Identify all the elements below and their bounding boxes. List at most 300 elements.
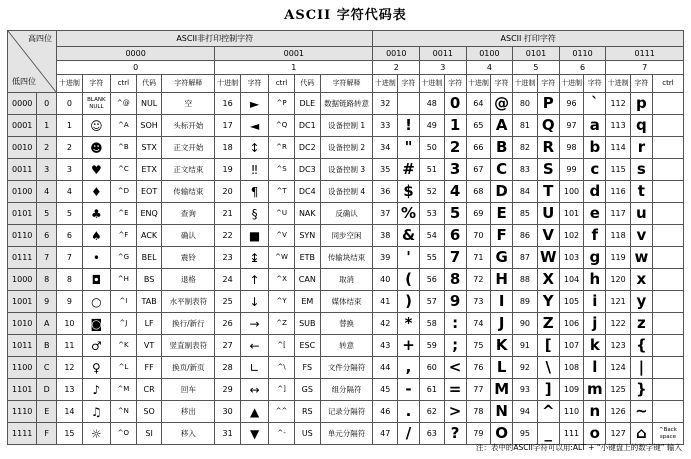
print-dec: 39 xyxy=(373,247,398,269)
ctrl-dec: 6 xyxy=(57,225,83,247)
print-dec: 71 xyxy=(466,247,491,269)
high-hex-3: 3 xyxy=(420,61,467,75)
ctrl-desc: 转意 xyxy=(320,335,373,357)
ctrl-char: ■ xyxy=(240,225,268,247)
print-char: 0 xyxy=(444,93,466,115)
print-dec: 64 xyxy=(466,93,491,115)
print-char: < xyxy=(444,357,466,379)
row-hex: 8 xyxy=(37,269,57,291)
ctrl-code: ESC xyxy=(294,335,320,357)
last-ctrl xyxy=(652,357,683,379)
print-char: 8 xyxy=(444,269,466,291)
ctrl-char: ↓ xyxy=(240,291,268,313)
print-dec: 78 xyxy=(466,401,491,423)
row-bin: 0001 xyxy=(8,115,37,137)
high-bits-0001: 0001 xyxy=(215,47,373,61)
ctrl-dec: 15 xyxy=(57,423,83,445)
print-char: s xyxy=(630,159,652,181)
ctrl-char: ↔ xyxy=(240,379,268,401)
high-bits-0100: 0100 xyxy=(466,47,513,61)
table-row xyxy=(8,357,684,379)
print-dec: 76 xyxy=(466,357,491,379)
ctrl-desc: 记录分隔符 xyxy=(320,401,373,423)
high-hex-5: 5 xyxy=(513,61,560,75)
print-dec: 117 xyxy=(606,203,631,225)
ctrl-code: EM xyxy=(294,291,320,313)
ctrl-dec: 19 xyxy=(215,159,241,181)
print-char: U xyxy=(537,203,559,225)
row-hex: A xyxy=(37,313,57,335)
ctrl-dec: 1 xyxy=(57,115,83,137)
ctrl-code: RS xyxy=(294,401,320,423)
print-dec: 96 xyxy=(559,93,584,115)
ctrl-char: ↨ xyxy=(240,247,268,269)
print-dec: 124 xyxy=(606,357,631,379)
ctrl-code: FS xyxy=(294,357,320,379)
corner-header xyxy=(8,31,57,93)
ctrl-code: SUB xyxy=(294,313,320,335)
ctrl-desc: 头标开始 xyxy=(162,115,215,137)
table-row xyxy=(8,401,684,423)
col-label-ctrl: ctrl xyxy=(110,75,136,93)
row-hex: 5 xyxy=(37,203,57,225)
print-char: C xyxy=(491,159,513,181)
print-char: L xyxy=(491,357,513,379)
print-dec: 113 xyxy=(606,115,631,137)
ctrl-desc: 移出 xyxy=(162,401,215,423)
col-label-desc: 字符解释 xyxy=(162,75,215,93)
ctrl-desc: 震铃 xyxy=(162,247,215,269)
print-dec: 101 xyxy=(559,203,584,225)
print-dec: 45 xyxy=(373,379,398,401)
row-bin: 1000 xyxy=(8,269,37,291)
ctrl-desc: 同步空闲 xyxy=(320,225,373,247)
print-dec: 35 xyxy=(373,159,398,181)
ctrl-dec: 17 xyxy=(215,115,241,137)
ctrl-code: NUL xyxy=(136,93,162,115)
table-row xyxy=(8,247,684,269)
print-char: @ xyxy=(491,93,513,115)
print-char: P xyxy=(537,93,559,115)
ctrl-code: DC3 xyxy=(294,159,320,181)
print-dec: 77 xyxy=(466,379,491,401)
ctrl-char: ♥ xyxy=(82,159,110,181)
last-ctrl: ^Back space xyxy=(652,423,683,445)
print-char: ' xyxy=(397,247,419,269)
ctrl-dec: 0 xyxy=(57,93,83,115)
col-label-char: 字符 xyxy=(630,75,652,93)
ctrl-key: ^A xyxy=(110,115,136,137)
ctrl-code: ACK xyxy=(136,225,162,247)
print-char: [ xyxy=(537,335,559,357)
table-row xyxy=(8,379,684,401)
row-bin: 1011 xyxy=(8,335,37,357)
print-char: % xyxy=(397,203,419,225)
print-char: F xyxy=(491,225,513,247)
ctrl-code: SI xyxy=(136,423,162,445)
print-dec: 109 xyxy=(559,379,584,401)
print-dec: 99 xyxy=(559,159,584,181)
ctrl-code: FF xyxy=(136,357,162,379)
print-char: \ xyxy=(537,357,559,379)
print-dec: 103 xyxy=(559,247,584,269)
ctrl-desc: 媒体结束 xyxy=(320,291,373,313)
ctrl-desc: 换行/新行 xyxy=(162,313,215,335)
print-dec: 36 xyxy=(373,181,398,203)
ctrl-key: ^D xyxy=(110,181,136,203)
ctrl-dec: 2 xyxy=(57,137,83,159)
ctrl-key: ^Q xyxy=(269,115,295,137)
ctrl-char: ◙ xyxy=(82,313,110,335)
print-char: N xyxy=(491,401,513,423)
last-ctrl xyxy=(652,115,683,137)
col-label-desc: 字符解释 xyxy=(320,75,373,93)
print-char: E xyxy=(491,203,513,225)
high-bits-0010: 0010 xyxy=(373,47,420,61)
print-char: G xyxy=(491,247,513,269)
row-hex: 3 xyxy=(37,159,57,181)
print-char: W xyxy=(537,247,559,269)
last-ctrl xyxy=(652,225,683,247)
ctrl-key: ^] xyxy=(269,379,295,401)
print-dec: 102 xyxy=(559,225,584,247)
row-hex: 0 xyxy=(37,93,57,115)
ctrl-char: ∟ xyxy=(240,357,268,379)
ctrl-key: ^X xyxy=(269,269,295,291)
ctrl-char: ○ xyxy=(82,291,110,313)
print-char: R xyxy=(537,137,559,159)
print-dec: 57 xyxy=(420,291,445,313)
row-hex: 2 xyxy=(37,137,57,159)
print-char: T xyxy=(537,181,559,203)
ctrl-desc: 反确认 xyxy=(320,203,373,225)
ctrl-code: EOT xyxy=(136,181,162,203)
ctrl-desc: 正文结束 xyxy=(162,159,215,181)
ctrl-dec: 30 xyxy=(215,401,241,423)
ctrl-char: ♫ xyxy=(82,401,110,423)
print-char: X xyxy=(537,269,559,291)
print-char: x xyxy=(630,269,652,291)
print-char: b xyxy=(584,137,606,159)
print-char: 2 xyxy=(444,137,466,159)
print-dec: 43 xyxy=(373,335,398,357)
last-ctrl xyxy=(652,159,683,181)
print-dec: 93 xyxy=(513,379,538,401)
ctrl-desc: 换页/新页 xyxy=(162,357,215,379)
ctrl-key: ^- xyxy=(269,423,295,445)
row-bin: 0100 xyxy=(8,181,37,203)
col-label-char: 字符 xyxy=(397,75,419,93)
ctrl-code: GS xyxy=(294,379,320,401)
row-hex: D xyxy=(37,379,57,401)
ctrl-key: ^P xyxy=(269,93,295,115)
ctrl-key: ^Z xyxy=(269,313,295,335)
print-char: i xyxy=(584,291,606,313)
print-dec: 104 xyxy=(559,269,584,291)
print-dec: 51 xyxy=(420,159,445,181)
print-char: ] xyxy=(537,379,559,401)
print-char: I xyxy=(491,291,513,313)
ctrl-code: DC4 xyxy=(294,181,320,203)
ctrl-code: US xyxy=(294,423,320,445)
print-char: o xyxy=(584,423,606,445)
row-bin: 0111 xyxy=(8,247,37,269)
ctrl-code: CAN xyxy=(294,269,320,291)
ctrl-char: ♂ xyxy=(82,335,110,357)
print-dec: 105 xyxy=(559,291,584,313)
row-hex: B xyxy=(37,335,57,357)
print-dec: 116 xyxy=(606,181,631,203)
print-dec: 68 xyxy=(466,181,491,203)
print-dec: 49 xyxy=(420,115,445,137)
print-dec: 47 xyxy=(373,423,398,445)
print-dec: 33 xyxy=(373,115,398,137)
print-dec: 110 xyxy=(559,401,584,423)
print-dec: 94 xyxy=(513,401,538,423)
table-row xyxy=(8,313,684,335)
ctrl-char: BLANK NULL xyxy=(82,93,110,115)
ctrl-desc: 组分隔符 xyxy=(320,379,373,401)
col-label-dec: 十进制 xyxy=(57,75,83,93)
print-char: ! xyxy=(397,115,419,137)
print-char: & xyxy=(397,225,419,247)
high-bits-label: 高四位 xyxy=(28,34,53,43)
print-dec: 58 xyxy=(420,313,445,335)
row-hex: 4 xyxy=(37,181,57,203)
print-char: r xyxy=(630,137,652,159)
ctrl-key: ^O xyxy=(110,423,136,445)
print-char: M xyxy=(491,379,513,401)
col-label-dec: 十进制 xyxy=(420,75,445,93)
print-dec: 125 xyxy=(606,379,631,401)
print-char: - xyxy=(397,379,419,401)
print-dec: 38 xyxy=(373,225,398,247)
print-char: u xyxy=(630,203,652,225)
print-dec: 112 xyxy=(606,93,631,115)
print-dec: 66 xyxy=(466,137,491,159)
print-char: S xyxy=(537,159,559,181)
high-hex-4: 4 xyxy=(466,61,513,75)
print-dec: 75 xyxy=(466,335,491,357)
ctrl-char: ☼ xyxy=(82,423,110,445)
ctrl-dec: 26 xyxy=(215,313,241,335)
print-char: ^ xyxy=(537,401,559,423)
ctrl-key: ^N xyxy=(110,401,136,423)
print-char: t xyxy=(630,181,652,203)
col-label-dec: 十进制 xyxy=(513,75,538,93)
print-char: 1 xyxy=(444,115,466,137)
table-row xyxy=(8,181,684,203)
print-dec: 72 xyxy=(466,269,491,291)
row-hex: 7 xyxy=(37,247,57,269)
ctrl-desc: 设备控制 1 xyxy=(320,115,373,137)
print-dec: 88 xyxy=(513,269,538,291)
col-label-dec: 十进制 xyxy=(215,75,241,93)
ctrl-key: ^[ xyxy=(269,335,295,357)
col-label-char: 字符 xyxy=(537,75,559,93)
ctrl-dec: 5 xyxy=(57,203,83,225)
print-char: k xyxy=(584,335,606,357)
ctrl-desc: 回车 xyxy=(162,379,215,401)
print-dec: 44 xyxy=(373,357,398,379)
print-char: O xyxy=(491,423,513,445)
ctrl-desc: 移入 xyxy=(162,423,215,445)
last-ctrl xyxy=(652,401,683,423)
print-char: } xyxy=(630,379,652,401)
print-char: j xyxy=(584,313,606,335)
ctrl-dec: 25 xyxy=(215,291,241,313)
ctrl-char: • xyxy=(82,247,110,269)
print-char: 5 xyxy=(444,203,466,225)
print-char: d xyxy=(584,181,606,203)
print-char: 7 xyxy=(444,247,466,269)
ctrl-desc: 查询 xyxy=(162,203,215,225)
row-bin: 1110 xyxy=(8,401,37,423)
print-dec: 59 xyxy=(420,335,445,357)
print-char: { xyxy=(630,335,652,357)
ctrl-char: ▼ xyxy=(240,423,268,445)
print-dec: 127 xyxy=(606,423,631,445)
print-dec: 81 xyxy=(513,115,538,137)
ctrl-desc: 数据链路转意 xyxy=(320,93,373,115)
print-dec: 48 xyxy=(420,93,445,115)
print-dec: 106 xyxy=(559,313,584,335)
ctrl-key: ^U xyxy=(269,203,295,225)
print-dec: 85 xyxy=(513,203,538,225)
ctrl-char: ← xyxy=(240,335,268,357)
print-dec: 111 xyxy=(559,423,584,445)
col-label-code: 代码 xyxy=(294,75,320,93)
print-dec: 79 xyxy=(466,423,491,445)
print-char: Y xyxy=(537,291,559,313)
print-char: c xyxy=(584,159,606,181)
row-hex: C xyxy=(37,357,57,379)
ctrl-code: ETB xyxy=(294,247,320,269)
ctrl-char: ▲ xyxy=(240,401,268,423)
last-ctrl xyxy=(652,181,683,203)
col-label-dec: 十进制 xyxy=(466,75,491,93)
print-char: a xyxy=(584,115,606,137)
print-char: f xyxy=(584,225,606,247)
print-dec: 63 xyxy=(420,423,445,445)
row-bin: 0011 xyxy=(8,159,37,181)
ctrl-char: ◘ xyxy=(82,269,110,291)
print-dec: 62 xyxy=(420,401,445,423)
last-ctrl xyxy=(652,203,683,225)
print-dec: 119 xyxy=(606,247,631,269)
col-label-char: 字符 xyxy=(491,75,513,93)
ascii-table xyxy=(7,30,684,445)
ctrl-desc: 水平制表符 xyxy=(162,291,215,313)
row-bin: 0000 xyxy=(8,93,37,115)
ctrl-dec: 14 xyxy=(57,401,83,423)
ctrl-desc: 替换 xyxy=(320,313,373,335)
print-dec: 67 xyxy=(466,159,491,181)
ctrl-dec: 11 xyxy=(57,335,83,357)
print-char: 9 xyxy=(444,291,466,313)
last-ctrl xyxy=(652,335,683,357)
print-char: : xyxy=(444,313,466,335)
print-dec: 118 xyxy=(606,225,631,247)
row-hex: 1 xyxy=(37,115,57,137)
print-dec: 126 xyxy=(606,401,631,423)
print-dec: 95 xyxy=(513,423,538,445)
high-bits-0101: 0101 xyxy=(513,47,560,61)
ctrl-code: DLE xyxy=(294,93,320,115)
last-ctrl xyxy=(652,137,683,159)
ctrl-char: → xyxy=(240,313,268,335)
print-dec: 90 xyxy=(513,313,538,335)
col-label-ctrl: ctrl xyxy=(269,75,295,93)
print-dec: 73 xyxy=(466,291,491,313)
print-dec: 115 xyxy=(606,159,631,181)
print-dec: 56 xyxy=(420,269,445,291)
print-dec: 70 xyxy=(466,225,491,247)
ctrl-desc: 传输结束 xyxy=(162,181,215,203)
ctrl-dec: 4 xyxy=(57,181,83,203)
ctrl-char: ↑ xyxy=(240,269,268,291)
print-dec: 74 xyxy=(466,313,491,335)
ctrl-char: ♣ xyxy=(82,203,110,225)
print-dec: 37 xyxy=(373,203,398,225)
ctrl-dec: 7 xyxy=(57,247,83,269)
print-char: = xyxy=(444,379,466,401)
last-ctrl xyxy=(652,269,683,291)
table-row xyxy=(8,291,684,313)
print-char: n xyxy=(584,401,606,423)
high-bits-0111: 0111 xyxy=(606,47,684,61)
ctrl-key: ^F xyxy=(110,225,136,247)
ctrl-code: CR xyxy=(136,379,162,401)
ctrl-key: ^^ xyxy=(269,401,295,423)
print-char: h xyxy=(584,269,606,291)
ctrl-desc: 文件分隔符 xyxy=(320,357,373,379)
print-dec: 107 xyxy=(559,335,584,357)
print-dec: 61 xyxy=(420,379,445,401)
ctrl-dec: 10 xyxy=(57,313,83,335)
print-dec: 87 xyxy=(513,247,538,269)
print-dec: 46 xyxy=(373,401,398,423)
high-hex-0: 0 xyxy=(57,61,215,75)
print-dec: 53 xyxy=(420,203,445,225)
ctrl-code: SOH xyxy=(136,115,162,137)
last-ctrl xyxy=(652,93,683,115)
print-dec: 55 xyxy=(420,247,445,269)
print-char: ) xyxy=(397,291,419,313)
print-dec: 120 xyxy=(606,269,631,291)
last-ctrl xyxy=(652,313,683,335)
ctrl-dec: 21 xyxy=(215,203,241,225)
print-dec: 122 xyxy=(606,313,631,335)
print-char: m xyxy=(584,379,606,401)
print-char: z xyxy=(630,313,652,335)
ctrl-char: ↕ xyxy=(240,137,268,159)
col-label-dec: 十进制 xyxy=(606,75,631,93)
ctrl-dec: 23 xyxy=(215,247,241,269)
ctrl-desc: 传输块结束 xyxy=(320,247,373,269)
ctrl-char: ♦ xyxy=(82,181,110,203)
ctrl-key: ^S xyxy=(269,159,295,181)
ctrl-key: ^W xyxy=(269,247,295,269)
ctrl-code: NAK xyxy=(294,203,320,225)
last-ctrl xyxy=(652,247,683,269)
ctrl-key: ^L xyxy=(110,357,136,379)
ctrl-dec: 3 xyxy=(57,159,83,181)
nonprint-group-header: ASCII非打印控制字符 xyxy=(57,31,373,47)
print-char: 6 xyxy=(444,225,466,247)
print-char: V xyxy=(537,225,559,247)
ctrl-char: ☺ xyxy=(82,115,110,137)
